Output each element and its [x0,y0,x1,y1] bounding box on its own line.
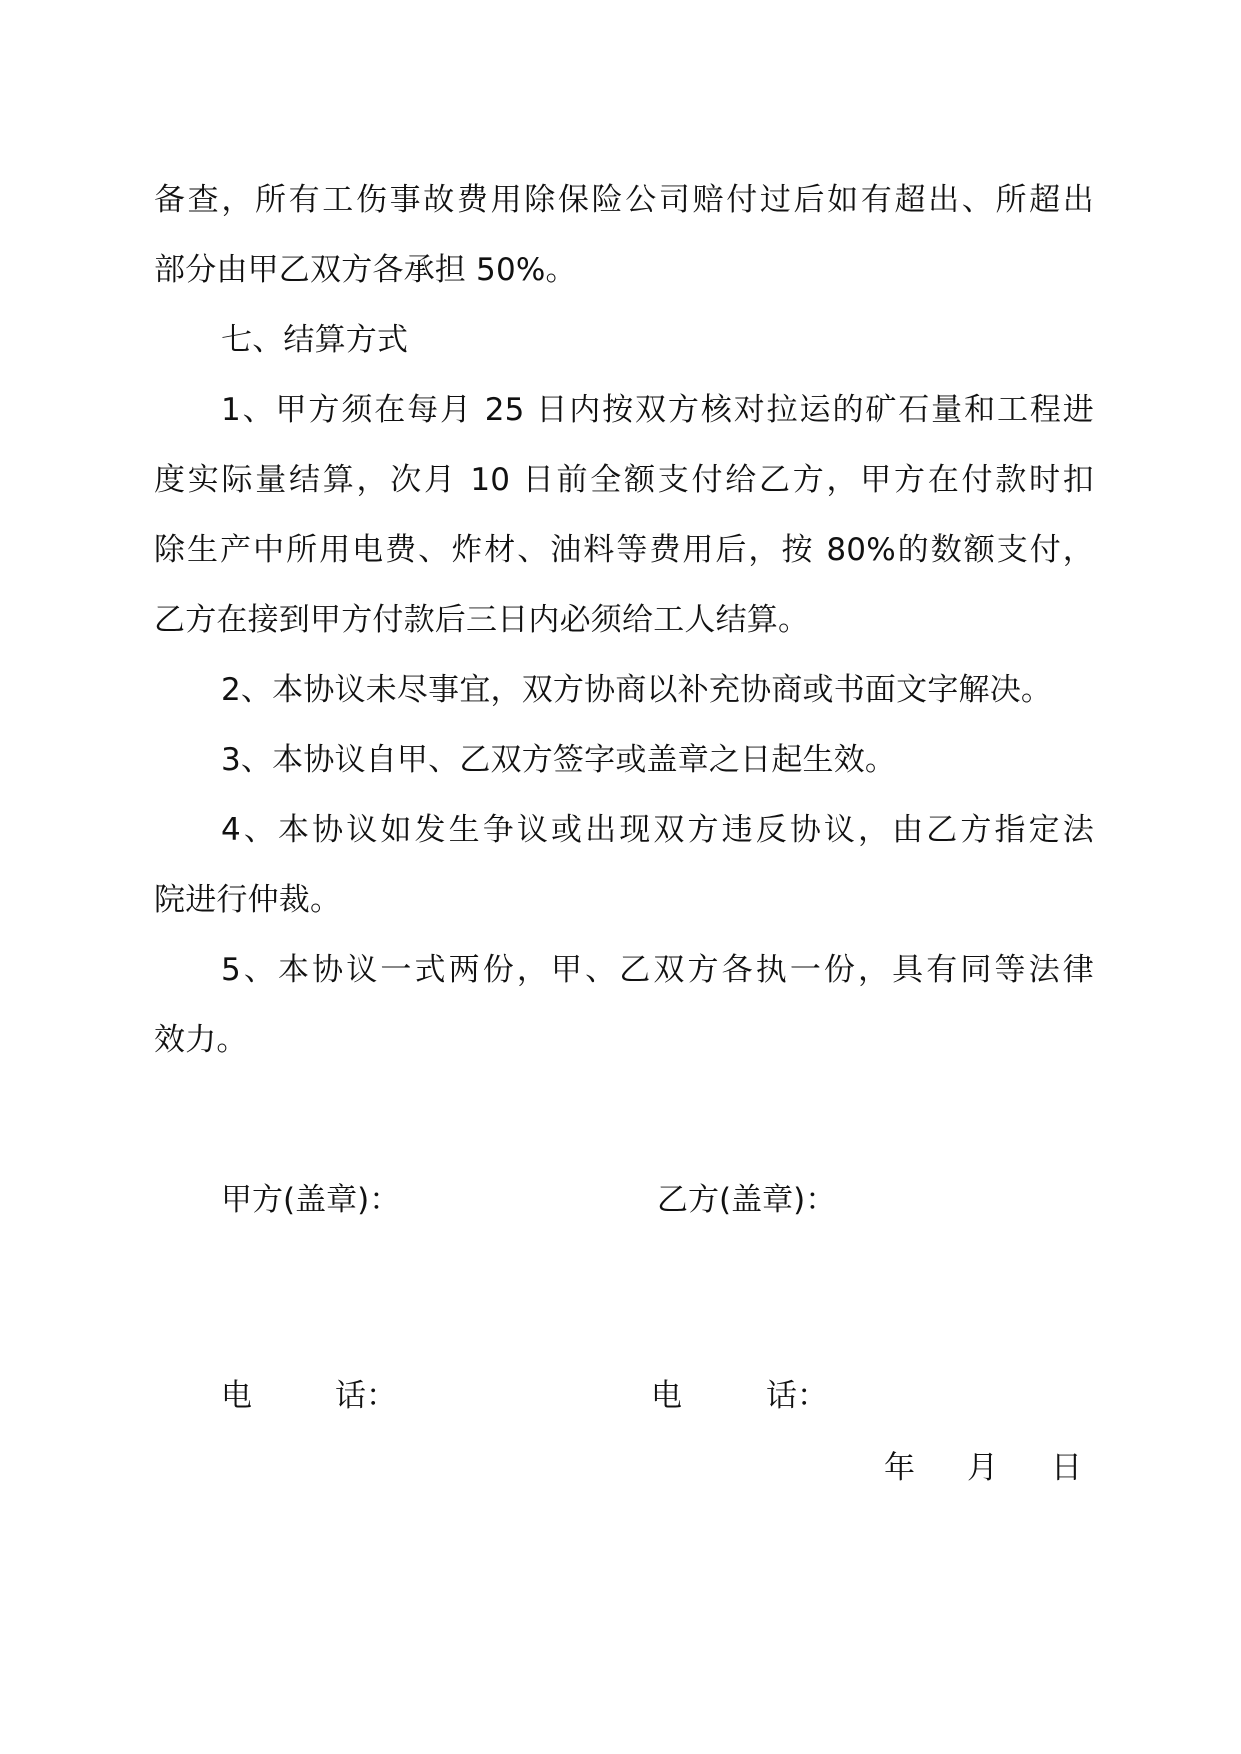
paragraph-line: 2、本协议未尽事宜，双方协商以补充协商或书面文字解决。 [221,672,1053,708]
paragraph-line: 度实际量结算，次月 10 日前全额支付给乙方，甲方在付款时扣 [154,462,1094,498]
party-b-phone-label: 话： [766,1378,828,1414]
party-a-phone-char: 电 [221,1378,252,1414]
paragraph-line: 乙方在接到甲方付款后三日内必须给工人结算。 [154,602,810,638]
paragraph-line: 除生产中所用电费、炸材、油料等费用后，按 80%的数额支付， [154,532,1094,568]
date-year: 年 [884,1450,915,1486]
party-a-seal-label: 甲方(盖章)： [221,1182,401,1218]
party-b-phone-char: 电 [651,1378,682,1414]
paragraph-line: 4、本协议如发生争议或出现双方违反协议，由乙方指定法 [221,812,1094,848]
paragraph-line: 备查，所有工伤事故费用除保险公司赔付过后如有超出、所超出 [154,182,1094,218]
date-day: 日 [1051,1450,1082,1486]
paragraph-line: 3、本协议自甲、乙双方签字或盖章之日起生效。 [221,742,897,778]
paragraph-line: 1、甲方须在每月 25 日内按双方核对拉运的矿石量和工程进 [221,392,1094,428]
party-b-seal-label: 乙方(盖章)： [657,1182,837,1218]
paragraph-line: 院进行仲裁。 [154,882,342,918]
party-a-phone-label: 话： [335,1378,397,1414]
paragraph-line: 5、本协议一式两份，甲、乙双方各执一份，具有同等法律 [221,952,1094,988]
date-month: 月 [967,1450,998,1486]
paragraph-line: 效力。 [154,1022,248,1058]
section-heading: 七、结算方式 [221,322,409,358]
paragraph-line: 部分由甲乙双方各承担 50%。 [154,252,577,288]
